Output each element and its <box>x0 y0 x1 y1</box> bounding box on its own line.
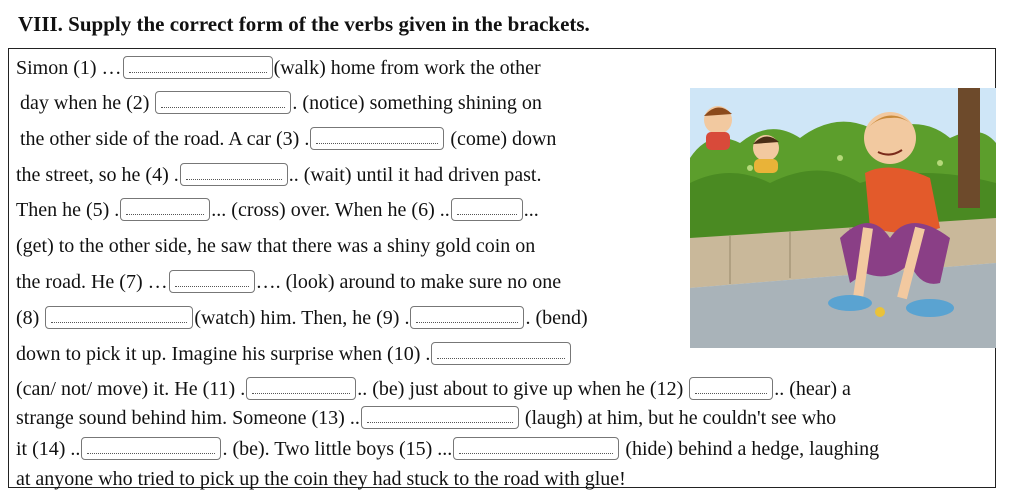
line-text: (laugh) at him, but he couldn't see who <box>519 407 837 429</box>
blank-8[interactable] <box>45 306 193 329</box>
text-line-8 <box>16 305 588 331</box>
line-text: the other side of the road. A car (3) . <box>20 128 310 150</box>
line-text: . (be). Two little boys (15) ... <box>222 438 453 460</box>
line-text: Then he (5) . <box>16 199 120 221</box>
line-text: ... <box>523 199 539 221</box>
text-line-11 <box>16 405 836 431</box>
line-text: (8) <box>16 307 45 329</box>
text-line-5 <box>16 197 539 223</box>
text-line-4 <box>16 162 541 188</box>
text-line-3 <box>20 126 556 152</box>
boy-stuck-on-coin-picture <box>690 88 996 348</box>
blank-1[interactable] <box>123 56 273 79</box>
text-line-7 <box>16 269 561 295</box>
text-line-12 <box>16 436 879 462</box>
blank-12[interactable] <box>689 377 773 400</box>
line-text: the road. He (7) … <box>16 271 168 293</box>
line-text: ... (cross) over. When he (6) .. <box>211 199 450 221</box>
blank-7[interactable] <box>169 270 255 293</box>
text-line-6 <box>16 233 535 259</box>
blank-5[interactable] <box>120 198 210 221</box>
line-text: …. (look) around to make sure no one <box>255 271 562 293</box>
blank-10[interactable] <box>431 342 571 365</box>
blank-2[interactable] <box>155 91 291 114</box>
blank-4[interactable] <box>180 163 288 186</box>
line-text: (come) down <box>445 128 557 150</box>
blank-3[interactable] <box>310 127 444 150</box>
blank-14[interactable] <box>81 437 221 460</box>
text-line-2 <box>20 90 542 116</box>
blank-15[interactable] <box>453 437 619 460</box>
line-text: (can/ not/ move) it. He (11) . <box>16 378 246 400</box>
line-text: . (bend) <box>525 307 588 329</box>
line-text: .. (be) just about to give up when he (12) <box>357 378 689 400</box>
text-line-13 <box>16 466 626 492</box>
blank-6[interactable] <box>451 198 523 221</box>
text-line-10 <box>16 376 851 402</box>
line-text: (watch) him. Then, he (9) . <box>194 307 410 329</box>
line-text: down to pick it up. Imagine his surprise when (10) . <box>16 343 431 365</box>
line-text: the street, so he (4) . <box>16 164 179 186</box>
text-line-9 <box>16 341 572 367</box>
line-text: (get) to the other side, he saw that there was a shiny gold coin on <box>16 235 536 257</box>
line-text: .. (wait) until it had driven past. <box>288 164 542 186</box>
text-line-1 <box>16 55 541 81</box>
line-text: . (notice) something shining on <box>292 92 542 114</box>
exercise-heading: VIII. Supply the correct form of the verbs given in the brackets. <box>18 12 590 36</box>
blank-11[interactable] <box>246 377 356 400</box>
line-text: (walk) home from work the other <box>273 57 541 79</box>
line-text: .. (hear) a <box>774 378 851 400</box>
line-text: it (14) .. <box>16 438 81 460</box>
line-text: at anyone who tried to pick up the coin they had stuck to the road with glue! <box>16 468 626 490</box>
line-text: Simon (1) … <box>16 57 122 79</box>
blank-9[interactable] <box>410 306 524 329</box>
line-text: (hide) behind a hedge, laughing <box>620 438 880 460</box>
line-text: day when he (2) <box>20 92 155 114</box>
blank-13[interactable] <box>361 406 519 429</box>
line-text: strange sound behind him. Someone (13) .. <box>16 407 360 429</box>
